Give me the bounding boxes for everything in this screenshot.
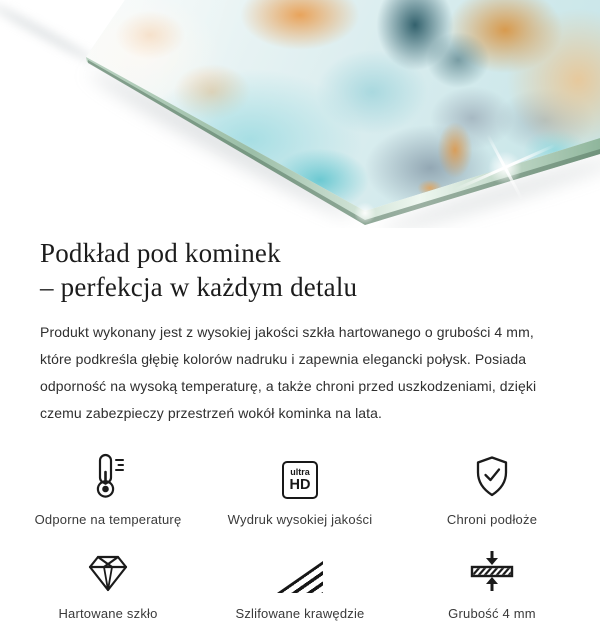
feature-label: Chroni podłoże — [446, 512, 538, 527]
feature-label: Hartowane szkło — [58, 606, 158, 621]
feature-label: Odporne na temperaturę — [34, 512, 182, 527]
feature-temperature-resistant — [12, 453, 204, 527]
shield-check-icon — [472, 453, 512, 499]
feature-grid — [12, 453, 588, 621]
feature-label: Wydruk wysokiej jakości — [227, 512, 373, 527]
beveled-edge-icon — [277, 547, 323, 593]
feature-print-quality — [204, 453, 396, 527]
ultra-hd-text-top: ultra — [290, 466, 310, 477]
ultra-hd-text-bottom: HD — [289, 476, 311, 493]
feature-label: Szlifowane krawędzie — [235, 606, 365, 621]
ultra-hd-icon — [282, 453, 318, 499]
feature-tempered-glass — [12, 547, 204, 621]
feature-thickness — [396, 547, 588, 621]
product-photo — [0, 0, 600, 228]
thermometer-icon — [88, 453, 128, 499]
feature-label: Grubość 4 mm — [448, 606, 536, 621]
feature-protects-floor — [396, 453, 588, 527]
page-title-line1: Podkład pod kominek — [40, 238, 281, 268]
sparkle-icon — [0, 0, 600, 228]
page-title-line2: – perfekcja w każdym detalu — [40, 272, 358, 302]
thickness-icon — [469, 547, 515, 593]
page-title — [40, 236, 560, 304]
diamond-icon — [85, 547, 131, 593]
product-description: Produkt wykonany jest z wysokiej jakości szkła hartowanego o grubości 4 mm, które podkreśla głębię kolorów nadruku i zapewnia elegancki połysk. Posiada odporność na wysoką temperaturę, a także chroni przed uszkodzeniami, dzięki czemu zabezpieczy przestrzeń wokół kominka na lata. — [40, 324, 537, 421]
feature-polished-edges — [204, 547, 396, 621]
